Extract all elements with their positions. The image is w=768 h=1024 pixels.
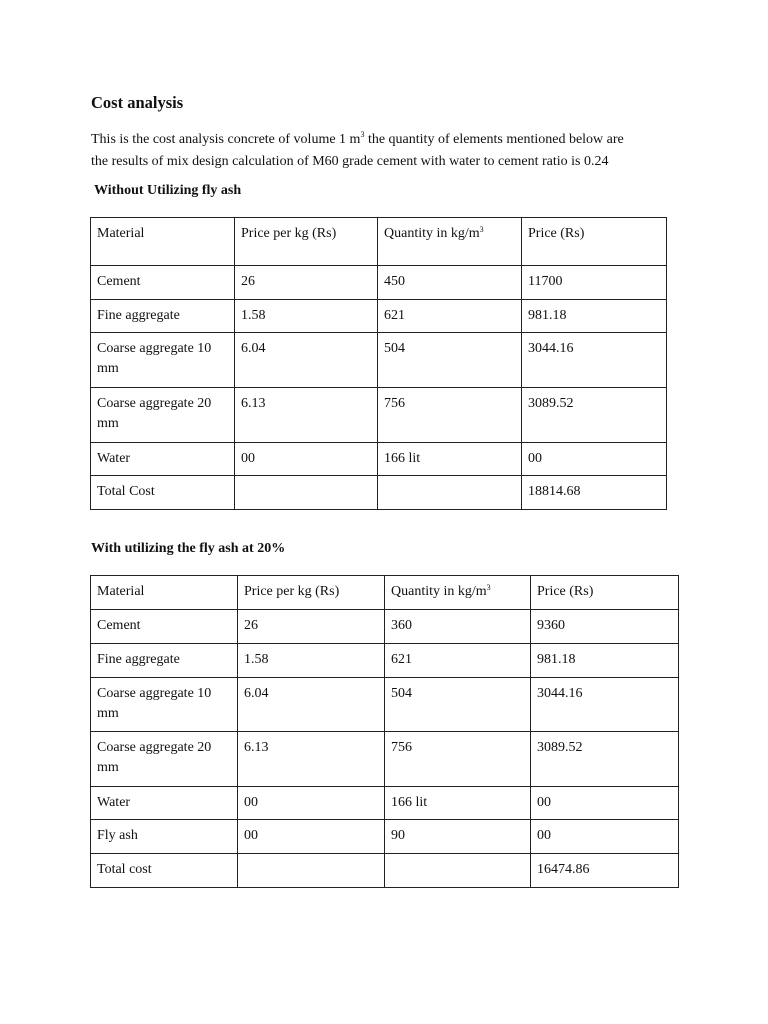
header-quantity-text: Quantity in kg/m: [391, 584, 487, 599]
header-quantity-sup: 3: [479, 225, 484, 234]
total-row: [91, 854, 679, 888]
header-cell-price-per-kg: Price per kg (Rs): [235, 218, 378, 266]
cell-price-per-kg: 6.04: [238, 678, 385, 732]
table-row: [91, 644, 679, 678]
header-cell-price-per-kg: Price per kg (Rs): [238, 576, 385, 610]
table1-title: Without Utilizing fly ash: [94, 183, 242, 198]
table-row: [91, 820, 679, 854]
cell-price-per-kg: 6.13: [238, 732, 385, 787]
cell-material: Fly ash: [91, 820, 238, 854]
cell-material: Total Cost: [91, 476, 235, 510]
table-row: [91, 333, 667, 388]
cost-table-with-fly-ash: [90, 575, 679, 888]
cell-quantity: 166 lit: [378, 443, 522, 476]
cell-price: 16474.86: [531, 854, 679, 888]
intro-superscript: 3: [360, 130, 365, 139]
header-quantity-sup: 3: [486, 583, 491, 592]
cell-price: 00: [531, 820, 679, 854]
cell-material: Coarse aggregate 10 mm: [91, 333, 235, 388]
table-header-row: [91, 576, 679, 610]
cell-quantity: 360: [385, 610, 531, 644]
cell-price-per-kg: 00: [235, 443, 378, 476]
cell-price: 981.18: [531, 644, 679, 678]
cell-price-per-kg: 26: [238, 610, 385, 644]
cell-price: 00: [531, 787, 679, 820]
cell-material: Coarse aggregate 20 mm: [91, 388, 235, 443]
cell-price-per-kg: 00: [238, 787, 385, 820]
cell-price: 11700: [522, 266, 667, 300]
intro-text-line2: the results of mix design calculation of M60 grade cement with water to cement ratio is 0.24: [91, 154, 609, 169]
header-quantity-text: Quantity in kg/m: [384, 226, 480, 241]
cell-quantity: 504: [385, 678, 531, 732]
table-row: [91, 610, 679, 644]
cell-quantity: 756: [378, 388, 522, 443]
cell-price-per-kg: 6.13: [235, 388, 378, 443]
intro-text-part2: the quantity of elements mentioned below are: [364, 132, 624, 147]
cell-material: Water: [91, 443, 235, 476]
cell-price: 18814.68: [522, 476, 667, 510]
table-header-row: [91, 218, 667, 266]
cell-material: Coarse aggregate 20 mm: [91, 732, 238, 787]
cell-price-per-kg: 26: [235, 266, 378, 300]
cell-quantity: [378, 476, 522, 510]
cell-quantity: 450: [378, 266, 522, 300]
cell-quantity: 504: [378, 333, 522, 388]
table-row: [91, 388, 667, 443]
table-row: [91, 300, 667, 333]
cell-price: 3089.52: [522, 388, 667, 443]
cell-material: Fine aggregate: [91, 644, 238, 678]
cell-quantity: [385, 854, 531, 888]
cell-price-per-kg: 1.58: [235, 300, 378, 333]
cell-quantity: 90: [385, 820, 531, 854]
header-cell-material: Material: [91, 576, 238, 610]
page-title: Cost analysis: [91, 93, 184, 112]
cost-table-without-fly-ash: [90, 217, 667, 510]
cell-material: Coarse aggregate 10 mm: [91, 678, 238, 732]
cell-material: Fine aggregate: [91, 300, 235, 333]
intro-paragraph: [91, 129, 691, 173]
cell-price: 3044.16: [531, 678, 679, 732]
cell-price: 9360: [531, 610, 679, 644]
cell-price-per-kg: 1.58: [238, 644, 385, 678]
cell-price-per-kg: 6.04: [235, 333, 378, 388]
cell-quantity: 756: [385, 732, 531, 787]
header-cell-price: Price (Rs): [531, 576, 679, 610]
cell-price: 981.18: [522, 300, 667, 333]
header-cell-quantity: [378, 218, 522, 266]
cell-material: Total cost: [91, 854, 238, 888]
cell-quantity: 621: [378, 300, 522, 333]
header-cell-price: Price (Rs): [522, 218, 667, 266]
cell-quantity: 166 lit: [385, 787, 531, 820]
cell-price: 00: [522, 443, 667, 476]
cell-material: Cement: [91, 610, 238, 644]
table2-title: With utilizing the fly ash at 20%: [91, 541, 286, 556]
total-row: [91, 476, 667, 510]
cell-price: 3044.16: [522, 333, 667, 388]
table-row: [91, 678, 679, 732]
header-cell-quantity: [385, 576, 531, 610]
header-cell-material: Material: [91, 218, 235, 266]
cell-quantity: 621: [385, 644, 531, 678]
cell-price: 3089.52: [531, 732, 679, 787]
intro-text-part1: This is the cost analysis concrete of volume 1 m: [91, 132, 361, 147]
cell-price-per-kg: [238, 854, 385, 888]
table-row: [91, 732, 679, 787]
table-row: [91, 266, 667, 300]
cell-material: Water: [91, 787, 238, 820]
cell-price-per-kg: 00: [238, 820, 385, 854]
table-row: [91, 443, 667, 476]
cell-price-per-kg: [235, 476, 378, 510]
table-row: [91, 787, 679, 820]
cell-material: Cement: [91, 266, 235, 300]
